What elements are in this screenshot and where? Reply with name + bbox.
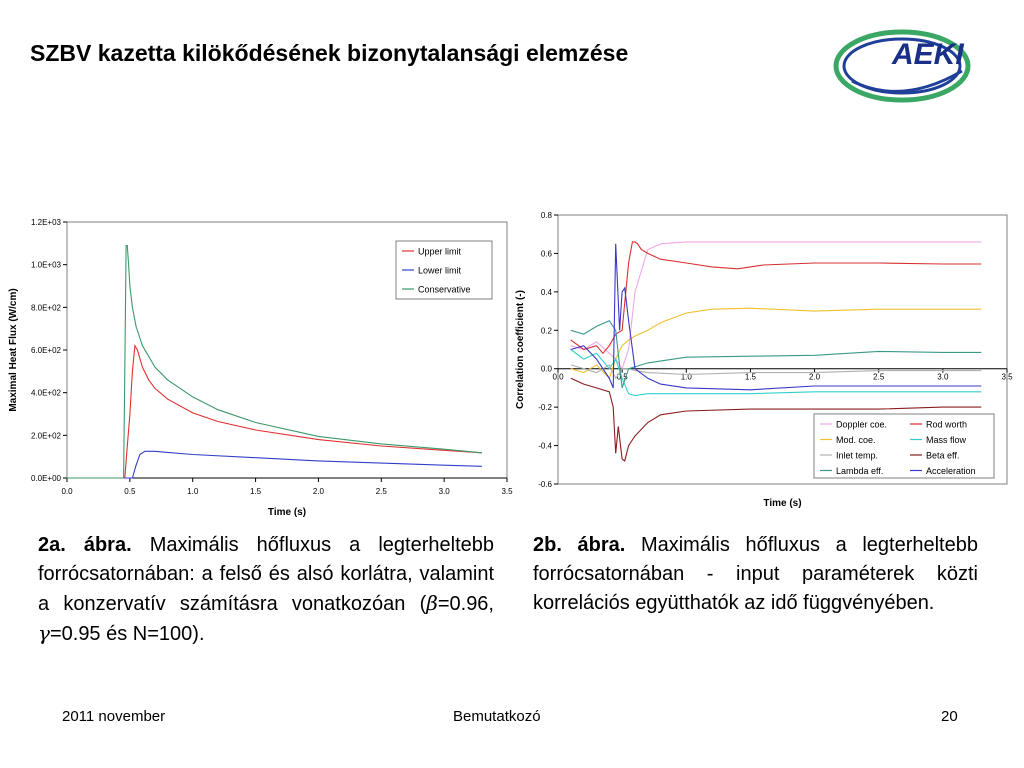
x-tick-label: 2.5	[375, 487, 387, 496]
page-title: SZBV kazetta kilökődésének bizonytalansági elemzése	[30, 40, 629, 66]
x-tick-label: 3.5	[1001, 372, 1013, 382]
x-tick-label: 0.5	[124, 487, 136, 496]
legend-label: Rod worth	[926, 419, 968, 430]
x-tick-label: 2.0	[312, 487, 324, 496]
legend-label: Conservative	[418, 284, 471, 295]
aeki-logo	[832, 26, 992, 106]
footer-center: Bemutatkozó	[453, 708, 541, 725]
y-tick-label: 4.0E+02	[30, 388, 61, 398]
y-tick-label: -0.4	[538, 441, 552, 451]
y-tick-label: 0.4	[540, 287, 552, 297]
x-tick-label: 3.0	[937, 372, 949, 382]
y-tick-label: 1.2E+03	[30, 218, 61, 227]
y-tick-label: 0.0	[540, 364, 552, 374]
legend-label: Lower limit	[418, 265, 462, 276]
caption-2b-text: Maximális hőfluxus a legterheltebb forrócsatornában - input paraméterek közti korrelációs együtthatók az idő függvényében.	[533, 534, 978, 614]
y-tick-label: -0.2	[538, 403, 552, 413]
caption-2a	[38, 531, 494, 649]
x-tick-label: 1.0	[187, 487, 199, 496]
x-tick-label: 0.5	[616, 372, 628, 382]
caption-2b	[533, 531, 978, 618]
logo-swoosh	[852, 71, 962, 91]
caption-2a-gamma: γ	[38, 621, 50, 645]
x-tick-label: 1.5	[250, 487, 262, 496]
legend-label: Upper limit	[418, 246, 462, 257]
legend-label: Lambda eff.	[836, 466, 884, 476]
x-axis-title: Time (s)	[267, 507, 307, 518]
x-tick-label: 3.5	[501, 487, 513, 496]
caption-2a-mid: =0.96,	[437, 593, 494, 615]
x-axis-title: Time (s)	[763, 498, 802, 509]
y-tick-label: 0.0E+00	[30, 474, 61, 483]
y-axis-title: Maximal Heat Flux (W/cm)	[8, 288, 19, 412]
legend-label: Mod. coe.	[836, 435, 876, 445]
legend-label: Mass flow	[926, 435, 967, 445]
legend-label: Acceleration	[926, 466, 976, 476]
heat-flux-chart	[0, 205, 520, 525]
logo-text: AEKI	[892, 38, 964, 71]
footer-date: 2011 november	[62, 708, 166, 725]
x-tick-label: 1.0	[680, 372, 692, 382]
caption-2a-beta: β	[426, 591, 438, 615]
y-tick-label: 0.2	[540, 326, 552, 336]
x-tick-label: 3.0	[438, 487, 450, 496]
x-tick-label: 1.5	[744, 372, 756, 382]
y-tick-label: 0.8	[540, 211, 552, 220]
legend-label: Inlet temp.	[836, 450, 879, 461]
correlation-chart	[510, 205, 1024, 520]
legend-label: Beta eff.	[926, 450, 960, 461]
x-tick-label: 0.0	[552, 372, 564, 382]
x-tick-label: 2.5	[873, 372, 885, 382]
y-tick-label: 0.6	[540, 249, 552, 259]
y-tick-label: -0.6	[538, 480, 552, 489]
x-tick-label: 2.0	[809, 372, 821, 382]
x-tick-label: 0.0	[61, 487, 73, 496]
caption-2a-post: =0.95 és N=100).	[49, 623, 205, 645]
legend-label: Doppler coe.	[836, 419, 888, 430]
y-tick-label: 8.0E+02	[30, 303, 61, 313]
caption-2b-label: 2b. ábra.	[533, 534, 626, 556]
y-tick-label: 6.0E+02	[30, 346, 61, 355]
y-tick-label: 2.0E+02	[30, 431, 61, 441]
caption-2a-label: 2a. ábra.	[38, 534, 132, 556]
y-tick-label: 1.0E+03	[30, 260, 61, 270]
caption-2a-pre: Maximális hőfluxus a legterheltebb forrócsatornában: a felső és alsó korlátra, valamint a konzervatív számításra vonatkozóan (	[38, 534, 494, 615]
y-axis-title: Correlation coefficient (-)	[515, 290, 526, 409]
footer-page-number: 20	[941, 708, 958, 725]
